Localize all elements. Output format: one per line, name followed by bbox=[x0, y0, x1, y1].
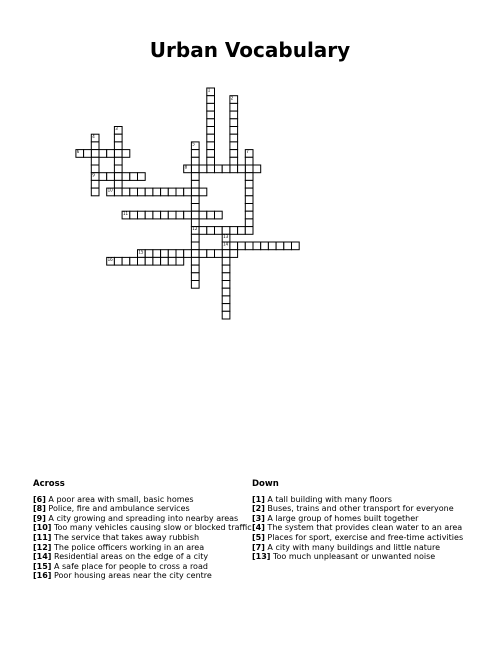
grid-cell[interactable] bbox=[153, 250, 161, 258]
clue-text: A tall building with many floors bbox=[264, 494, 392, 504]
grid-cell[interactable] bbox=[191, 265, 199, 273]
grid-cell[interactable] bbox=[145, 188, 153, 196]
grid-cell[interactable] bbox=[91, 180, 99, 188]
grid-cell[interactable] bbox=[215, 250, 223, 258]
clue-text: Police, fire and ambulance services bbox=[45, 504, 190, 514]
clue-text: The service that takes away rubbish bbox=[51, 532, 200, 542]
grid-cell[interactable] bbox=[114, 150, 122, 158]
down-clue bbox=[252, 543, 482, 553]
grid-cell[interactable] bbox=[222, 273, 230, 281]
clue-text: Buses, trains and other transport for everyone bbox=[264, 504, 454, 514]
grid-cell[interactable] bbox=[191, 188, 199, 196]
grid-cell[interactable] bbox=[230, 127, 238, 135]
grid-cell[interactable] bbox=[191, 150, 199, 158]
grid-cell[interactable] bbox=[268, 242, 276, 250]
grid-cell[interactable] bbox=[230, 103, 238, 111]
grid-cell[interactable] bbox=[222, 281, 230, 289]
cell-number: 4 bbox=[92, 133, 95, 139]
grid-cell[interactable] bbox=[238, 165, 246, 173]
across-clue bbox=[33, 552, 243, 562]
clue-number: [12] bbox=[33, 542, 52, 552]
grid-cell[interactable] bbox=[91, 157, 99, 165]
grid-cell[interactable] bbox=[114, 257, 122, 265]
grid-cell[interactable] bbox=[230, 111, 238, 119]
grid-cell[interactable] bbox=[122, 188, 130, 196]
grid-cell[interactable] bbox=[153, 257, 161, 265]
grid-cell[interactable] bbox=[207, 142, 215, 150]
clue-number: [8] bbox=[33, 504, 46, 514]
grid-cell[interactable] bbox=[130, 188, 138, 196]
grid-cell[interactable] bbox=[191, 234, 199, 242]
grid-cell[interactable] bbox=[230, 134, 238, 142]
grid-cell[interactable] bbox=[245, 157, 253, 165]
grid-cell[interactable] bbox=[276, 242, 284, 250]
grid-cell[interactable] bbox=[222, 257, 230, 265]
grid-cell[interactable] bbox=[130, 173, 138, 181]
grid-cell[interactable] bbox=[245, 173, 253, 181]
grid-cell[interactable] bbox=[145, 250, 153, 258]
grid-cell[interactable] bbox=[207, 119, 215, 127]
grid-cell[interactable] bbox=[230, 165, 238, 173]
grid-cell[interactable] bbox=[245, 227, 253, 235]
clue-text: A city growing and spreading into nearby areas bbox=[45, 513, 239, 523]
across-clues bbox=[33, 479, 252, 581]
grid-cell[interactable] bbox=[114, 165, 122, 173]
grid-cell[interactable] bbox=[176, 211, 184, 219]
grid-cell[interactable] bbox=[222, 288, 230, 296]
grid-cell[interactable] bbox=[122, 150, 130, 158]
grid-cell[interactable] bbox=[230, 119, 238, 127]
grid-cell[interactable] bbox=[176, 250, 184, 258]
grid-cell[interactable] bbox=[253, 165, 261, 173]
grid-cell[interactable] bbox=[215, 165, 223, 173]
cell-number: 1 bbox=[207, 87, 211, 93]
cell-number: 5 bbox=[192, 141, 195, 147]
clue-text: Too much unpleasant or unwanted noise bbox=[270, 552, 436, 562]
clue-text: A city with many buildings and little nature bbox=[264, 542, 441, 552]
across-clue bbox=[33, 504, 243, 514]
grid-cell[interactable] bbox=[176, 188, 184, 196]
clue-text: Places for sport, exercise and free-time activities bbox=[264, 532, 464, 542]
grid-cell[interactable] bbox=[168, 211, 176, 219]
cell-number: 16 bbox=[107, 257, 113, 262]
down-clue-list bbox=[252, 495, 482, 562]
grid-cell[interactable] bbox=[253, 242, 261, 250]
clue-number: [11] bbox=[33, 532, 52, 542]
cell-number: 14 bbox=[223, 241, 229, 247]
grid-cell[interactable] bbox=[222, 265, 230, 273]
grid-cell[interactable] bbox=[191, 242, 199, 250]
down-clue bbox=[252, 552, 482, 562]
down-clue bbox=[252, 523, 482, 533]
clue-text: A poor area with small, basic homes bbox=[45, 494, 194, 504]
grid-cell[interactable] bbox=[238, 227, 246, 235]
clue-text: The system that provides clean water to an area bbox=[264, 523, 463, 533]
grid-cell[interactable] bbox=[238, 242, 246, 250]
grid-cell[interactable] bbox=[122, 173, 130, 181]
grid-cell[interactable] bbox=[207, 96, 215, 104]
grid-cell[interactable] bbox=[138, 211, 146, 219]
across-clue bbox=[33, 571, 243, 581]
grid-cell[interactable] bbox=[191, 180, 199, 188]
grid-cell[interactable] bbox=[245, 188, 253, 196]
cell-number: 7 bbox=[246, 149, 249, 155]
grid-cell[interactable] bbox=[145, 257, 153, 265]
grid-cell[interactable] bbox=[161, 250, 169, 258]
down-clue bbox=[252, 495, 482, 505]
clue-number: [14] bbox=[33, 552, 52, 562]
grid-cell[interactable] bbox=[199, 211, 207, 219]
grid-cell[interactable] bbox=[207, 134, 215, 142]
grid-cell[interactable] bbox=[245, 165, 253, 173]
grid-cell[interactable] bbox=[207, 127, 215, 135]
grid-cell[interactable] bbox=[222, 311, 230, 319]
grid-cell[interactable] bbox=[161, 188, 169, 196]
grid-cell[interactable] bbox=[138, 188, 146, 196]
clue-text: The police officers working in an area bbox=[51, 542, 205, 552]
cell-number: 2 bbox=[230, 95, 234, 101]
down-heading: Down bbox=[252, 479, 279, 489]
across-clue bbox=[33, 523, 252, 533]
down-clue bbox=[252, 533, 482, 543]
grid-cell[interactable] bbox=[168, 188, 176, 196]
grid-cell[interactable] bbox=[84, 150, 92, 158]
grid-cell[interactable] bbox=[138, 173, 146, 181]
clue-text: Residential areas on the edge of a city bbox=[51, 552, 209, 562]
clue-text: A safe place for people to cross a road bbox=[51, 561, 208, 571]
grid-cell[interactable] bbox=[153, 211, 161, 219]
grid-cell[interactable] bbox=[91, 150, 99, 158]
clue-number: [1] bbox=[252, 494, 265, 504]
across-clue bbox=[33, 533, 243, 543]
grid-cell[interactable] bbox=[207, 111, 215, 119]
grid-cell[interactable] bbox=[114, 142, 122, 150]
across-clue bbox=[33, 543, 243, 553]
grid-cell[interactable] bbox=[99, 150, 107, 158]
grid-cell[interactable] bbox=[114, 173, 122, 181]
grid-cell[interactable] bbox=[168, 257, 176, 265]
grid-cell[interactable] bbox=[207, 227, 215, 235]
grid-cell[interactable] bbox=[245, 219, 253, 227]
clue-number: [9] bbox=[33, 513, 46, 523]
down-clue bbox=[252, 504, 482, 514]
down-clue bbox=[252, 514, 482, 524]
grid-cell[interactable] bbox=[207, 165, 215, 173]
across-clue bbox=[33, 562, 243, 572]
grid-cell[interactable] bbox=[153, 188, 161, 196]
grid-cell[interactable] bbox=[91, 188, 99, 196]
grid-cell[interactable] bbox=[184, 211, 192, 219]
grid-cell[interactable] bbox=[191, 250, 199, 258]
grid-cell[interactable] bbox=[184, 188, 192, 196]
grid-cell[interactable] bbox=[191, 257, 199, 265]
clue-text: Too many vehicles causing slow or blocked traffic bbox=[51, 523, 252, 533]
grid-cell[interactable] bbox=[261, 242, 269, 250]
grid-cell[interactable] bbox=[230, 227, 238, 235]
down-clues bbox=[252, 480, 482, 562]
grid-cell[interactable] bbox=[191, 196, 199, 204]
puzzle-title: Urban Vocabulary bbox=[149, 38, 351, 62]
cell-number: 12 bbox=[192, 226, 198, 232]
grid-cell[interactable] bbox=[191, 157, 199, 165]
grid-cell[interactable] bbox=[107, 150, 115, 158]
grid-cell[interactable] bbox=[130, 257, 138, 265]
grid-cell[interactable] bbox=[199, 188, 207, 196]
grid-cell[interactable] bbox=[199, 250, 207, 258]
grid-cell[interactable] bbox=[207, 103, 215, 111]
clue-text: A large group of homes built together bbox=[264, 513, 419, 523]
cell-number: 3 bbox=[115, 126, 118, 132]
grid-cell[interactable] bbox=[230, 242, 238, 250]
grid-cell[interactable] bbox=[191, 204, 199, 212]
grid-cell[interactable] bbox=[207, 150, 215, 158]
grid-cell[interactable] bbox=[130, 211, 138, 219]
clue-number: [5] bbox=[252, 532, 265, 542]
grid-cell[interactable] bbox=[222, 296, 230, 304]
grid-cell[interactable] bbox=[230, 142, 238, 150]
grid-cell[interactable] bbox=[222, 165, 230, 173]
grid-cell[interactable] bbox=[138, 257, 146, 265]
grid-cell[interactable] bbox=[199, 227, 207, 235]
grid-cell[interactable] bbox=[245, 211, 253, 219]
grid-cell[interactable] bbox=[114, 188, 122, 196]
grid-cell[interactable] bbox=[107, 173, 115, 181]
grid-cell[interactable] bbox=[284, 242, 292, 250]
grid-cell[interactable] bbox=[215, 211, 223, 219]
grid-cell[interactable] bbox=[292, 242, 300, 250]
grid-cell[interactable] bbox=[191, 173, 199, 181]
cell-number: 6 bbox=[76, 149, 80, 155]
grid-cell[interactable] bbox=[222, 250, 230, 258]
cell-number: 9 bbox=[92, 172, 95, 178]
grid-cell[interactable] bbox=[230, 250, 238, 258]
grid-cell[interactable] bbox=[191, 281, 199, 289]
grid-cell[interactable] bbox=[199, 165, 207, 173]
grid-cell[interactable] bbox=[145, 211, 153, 219]
cell-number: 8 bbox=[184, 164, 188, 170]
clue-number: [10] bbox=[33, 523, 52, 533]
grid-cell[interactable] bbox=[122, 257, 130, 265]
grid-cell[interactable] bbox=[207, 250, 215, 258]
grid-cell[interactable] bbox=[176, 257, 184, 265]
cell-number: 15 bbox=[138, 249, 144, 255]
grid-cell[interactable] bbox=[168, 250, 176, 258]
grid-cell[interactable] bbox=[245, 180, 253, 188]
grid-cell[interactable] bbox=[91, 142, 99, 150]
clue-number: [15] bbox=[33, 561, 52, 571]
grid-cell[interactable] bbox=[161, 257, 169, 265]
cell-number: 13 bbox=[223, 233, 229, 239]
across-clue bbox=[33, 495, 243, 505]
clue-text: Poor housing areas near the city centre bbox=[51, 571, 212, 581]
clue-number: [13] bbox=[252, 552, 271, 562]
grid-cell[interactable] bbox=[191, 165, 199, 173]
across-clue bbox=[33, 514, 243, 524]
clue-number: [6] bbox=[33, 494, 46, 504]
grid-cell[interactable] bbox=[245, 204, 253, 212]
grid-cell[interactable] bbox=[114, 157, 122, 165]
grid-cell[interactable] bbox=[191, 211, 199, 219]
grid-cell[interactable] bbox=[114, 134, 122, 142]
across-heading: Across bbox=[33, 479, 65, 489]
grid-cell[interactable] bbox=[207, 157, 215, 165]
grid-cell[interactable] bbox=[222, 304, 230, 312]
clue-number: [4] bbox=[252, 523, 265, 533]
grid-cell[interactable] bbox=[245, 196, 253, 204]
grid-cell[interactable] bbox=[215, 227, 223, 235]
clue-number: [2] bbox=[252, 504, 265, 514]
clue-number: [7] bbox=[252, 542, 265, 552]
grid-cell[interactable] bbox=[99, 173, 107, 181]
cell-number: 10 bbox=[107, 187, 113, 193]
across-clue-list bbox=[33, 494, 252, 581]
grid-cell[interactable] bbox=[230, 150, 238, 158]
grid-cell[interactable] bbox=[184, 250, 192, 258]
cell-number: 11 bbox=[123, 210, 129, 216]
grid-cell[interactable] bbox=[191, 273, 199, 281]
grid-cell[interactable] bbox=[245, 242, 253, 250]
clue-number: [16] bbox=[33, 571, 52, 581]
grid-cell[interactable] bbox=[207, 211, 215, 219]
grid-cell[interactable] bbox=[114, 180, 122, 188]
clue-number: [3] bbox=[252, 513, 265, 523]
grid-cell[interactable] bbox=[230, 157, 238, 165]
grid-cell[interactable] bbox=[161, 211, 169, 219]
